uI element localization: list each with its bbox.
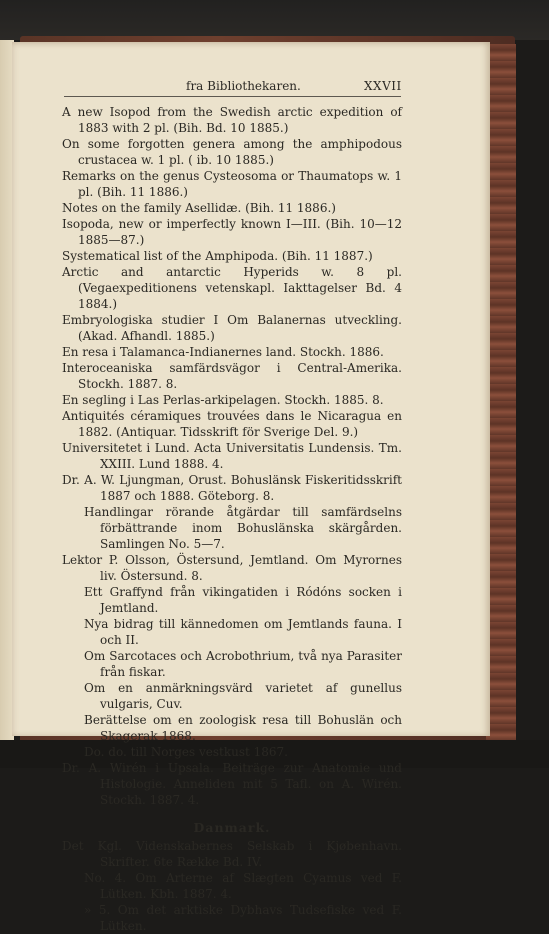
bibliography-entry: Arctic and antarctic Hyperids w. 8 pl. (Vegaexpeditionens vetenskapl. Iakttagelser Bd. 4 1884.): [62, 265, 402, 311]
page-content: [62, 104, 402, 934]
bibliography-entry: En resa i Talamanca-Indianernes land. Stockh. 1886.: [62, 345, 384, 359]
bibliography-entry: Antiquités céramiques trouvées dans le Nicaragua en 1882. (Antiquar. Tidsskrift för Sverige Del. 9.): [62, 409, 402, 439]
bibliography-entry: Om Sarcotaces och Acrobothrium, två nya Parasiter från fiskar.: [84, 649, 402, 679]
bibliography-entry: Systematical list of the Amphipoda. (Bih. 11 1887.): [62, 249, 373, 263]
bibliography-entry: No. 4. Om Arterne af Slægten Cyamus ved F. Lütken. Kbh. 1887. 4.: [84, 871, 402, 901]
donor-entry-universitetet: Universitetet i Lund. Acta Universitatis Lundensis. Tm. XXIII. Lund 1888. 4.: [62, 441, 402, 471]
bibliography-entry: Embryologiska studier I Om Balanernas utveckling. (Akad. Afhandl. 1885.): [62, 313, 402, 343]
donor-entry-olsson: Lektor P. Olsson, Östersund, Jemtland. Om Myrornes liv. Östersund. 8.: [62, 553, 402, 583]
scanner-background-top: [0, 0, 549, 40]
book-cover-edge: [486, 44, 516, 740]
bibliography-entry: » 5. Om det arktiske Dybhavs Tudsefiske ved F. Lütken.: [84, 903, 402, 933]
donor-entry-ljungman: Dr. A. W. Ljungman, Orust. Bohuslänsk Fiskeritidsskrift 1887 och 1888. Göteborg. 8.: [62, 473, 402, 503]
bibliography-entry: Ett Graffynd från vikingatiden i Ródóns socken i Jemtland.: [84, 585, 402, 615]
donor-entry-wiren: Dr. A. Wirén i Upsala. Beiträge zur Anatomie und Histologie. Anneliden mit 5 Tafl. on A. Wirén. Stockh. 1887. 4.: [62, 761, 402, 807]
bibliography-entry: Interoceaniska samfärdsvägor i Central-Amerika. Stockh. 1887. 8.: [62, 361, 402, 391]
bibliography-entry: Nya bidrag till kännedomen om Jemtlands fauna. I och II.: [84, 617, 402, 647]
bibliography-entry: En segling i Las Perlas-arkipelagen. Stockh. 1885. 8.: [62, 393, 384, 407]
donor-entry-danmark: Det Kgl. Videnskabernes Selskab i Kjøbenhavn. Skrifter. 6te Række Bd. IV.: [62, 839, 402, 869]
page-number: XXVII: [364, 79, 402, 93]
bibliography-entry: Berättelse om en zoologisk resa till Bohuslän och Skagerak 1868.: [84, 713, 402, 743]
section-heading-danmark: Danmark.: [193, 820, 271, 835]
bibliography-entry: A new Isopod from the Swedish arctic expedition of 1883 with 2 pl. (Bih. Bd. 10 1885.): [62, 105, 402, 135]
bibliography-entry: Remarks on the genus Cysteosoma or Thaumatops w. 1 pl. (Bih. 11 1886.): [62, 169, 402, 199]
bibliography-entry: Om en anmärkningsvärd varietet af gunellus vulgaris, Cuv.: [84, 681, 402, 711]
bibliography-entry: Handlingar rörande åtgärdar till samfärdselns förbättrande inom Bohuslänska skärgården. Samlingen No. 5—7.: [84, 505, 402, 551]
bibliography-entry: Isopoda, new or imperfectly known I—III. (Bih. 10—12 1885—87.): [62, 217, 402, 247]
bibliography-entry: Notes on the family Asellidæ. (Bih. 11 1886.): [62, 201, 336, 215]
bibliography-entry: On some forgotten genera among the amphipodous crustacea w. 1 pl. ( ib. 10 1885.): [62, 137, 402, 167]
running-head-title: fra Bibliothekaren.: [186, 79, 301, 93]
header-rule: [64, 96, 401, 97]
bibliography-entry: Do. do. till Norges vestkust 1867.: [84, 745, 288, 759]
